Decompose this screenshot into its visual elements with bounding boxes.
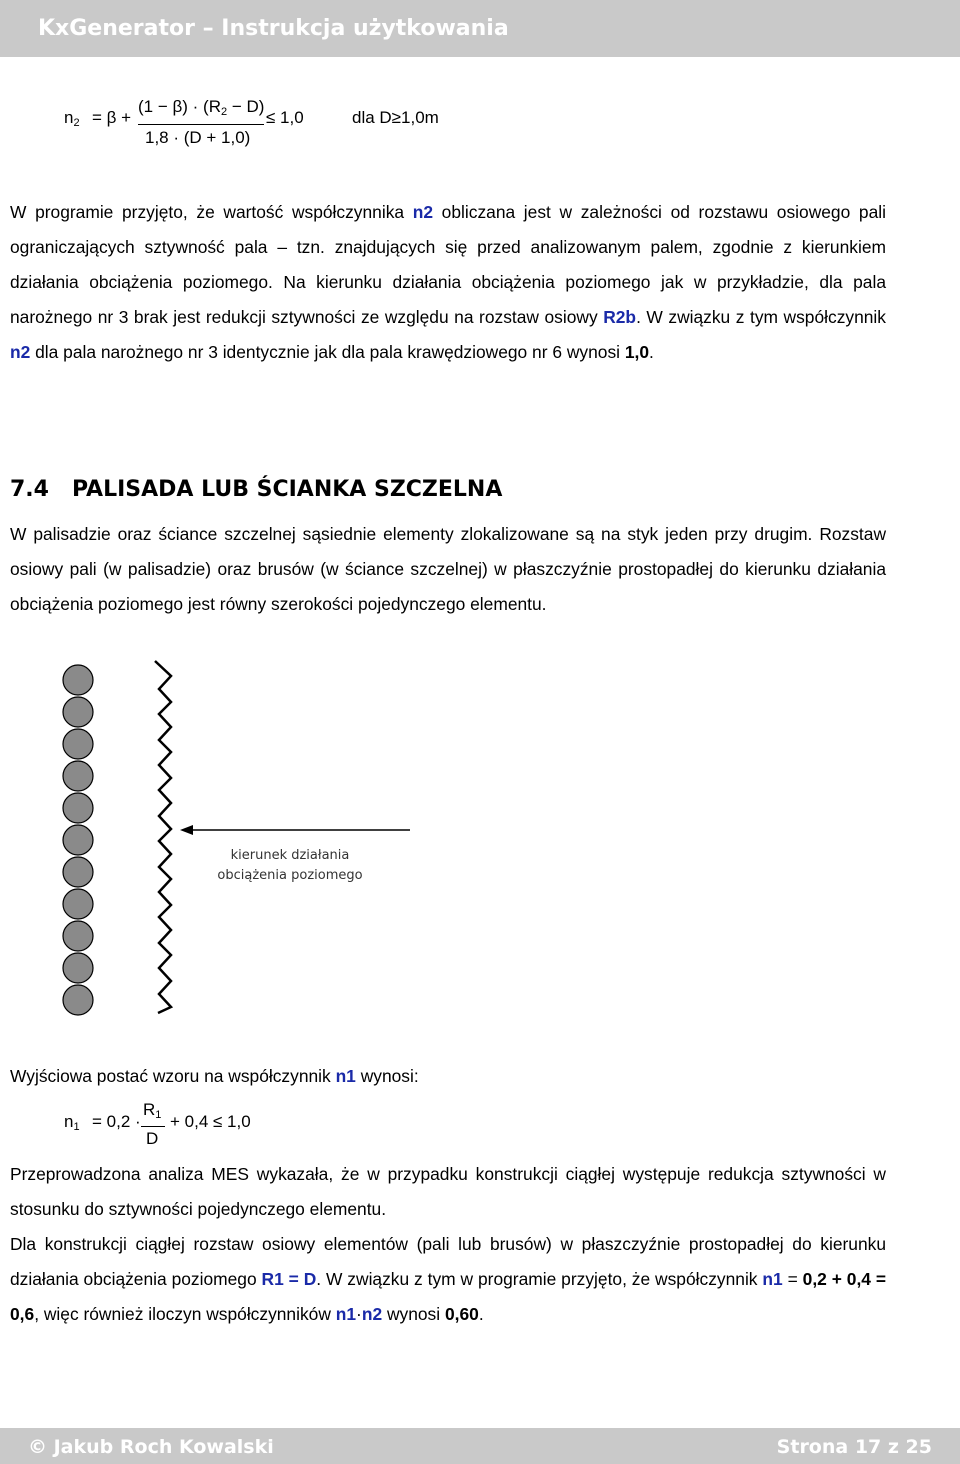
formula-n2-numerator: $(1 - \beta) \cdot (R_2 - D)$ — [138, 97, 265, 118]
sheet-pile-wall — [155, 661, 171, 1013]
document-title: KxGenerator – Instrukcja użytkowania — [38, 16, 509, 41]
formula-n1-denominator: D — [146, 1129, 159, 1148]
footer-page-number: Strona 17 z 25 — [776, 1436, 932, 1458]
paragraph-palisade: W palisadzie oraz ściance szczelnej sąsiednie elementy zlokalizowane są na styk jeden przy drugim. Rozstaw osiowy pali (w palisadzie) oraz brusów (w ściance szczelnej) w płaszczyźnie prostopadłej do kierunku działania obciążenia poziomego jest równy szerokości pojedynczego elementu. — [10, 524, 886, 614]
pile-circle — [63, 985, 93, 1015]
pile-circle — [63, 761, 93, 791]
paragraph-n1-intro: Wyjściowa postać wzoru na współczynnik n1 wynosi: — [10, 1066, 419, 1086]
paragraph-n2-description: W programie przyjęto, że wartość współczynnika n2 obliczana jest w zależności od rozstawu osiowego pali ograniczających sztywność pala – tzn. znajdujących się przed analizowanym palem, zgodnie z kierunkiem działania obciążenia poziomego. Na kierunku działania obciążenia poziomego jak w przykładzie, dla pala narożnego nr 3 brak jest redukcji sztywności ze względu na rozstaw osiowy R2b. W związku z tym współczynnik n2 dla pala narożnego nr 3 identycznie jak dla pala krawędziowego nr 6 wynosi 1,0. — [10, 202, 886, 362]
section-heading: 7.4 PALISADA LUB ŚCIANKA SZCZELNA — [10, 477, 503, 502]
paragraph-n1-conclusion: Dla konstrukcji ciągłej rozstaw osiowy elementów (pali lub brusów) w płaszczyźnie prostopadłej do kierunku działania obciążenia poziomego R1 = D. W związku z tym w programie przyjęto, że współczynnik n1 = 0,2 + 0,4 = 0,6, więc również iloczyn współczynników n1·n2 wynosi 0,60. — [10, 1234, 886, 1324]
pile-circle — [63, 953, 93, 983]
pile-circles — [63, 665, 93, 1015]
formula-n2-eq: = β + — [92, 108, 132, 127]
load-direction-label: kierunek działania obciążenia poziomego — [217, 848, 363, 883]
formula-n1-rhs: + 0,4 ≤ 1,0 — [170, 1112, 251, 1131]
pile-circle — [63, 889, 93, 919]
formula-n1-lhs: $n_1$ — [64, 1112, 80, 1133]
formula-n2-rhs: ≤ 1,0 — [266, 108, 304, 127]
page-footer — [0, 1428, 960, 1464]
arrowhead-icon — [180, 825, 193, 835]
paragraph-fem-analysis: Przeprowadzona analiza MES wykazała, że w przypadku konstrukcji ciągłej występuje redukcja sztywności w stosunku do sztywności pojedynczego elementu. — [10, 1164, 886, 1219]
formula-n2-lhs: $n_2$ — [64, 108, 80, 129]
pile-circle — [63, 697, 93, 727]
pile-circle — [63, 729, 93, 759]
pile-circle — [63, 857, 93, 887]
formula-n1-eq: = 0,2 · — [92, 1112, 141, 1131]
pile-circle — [63, 665, 93, 695]
footer-author: © Jakub Roch Kowalski — [28, 1436, 274, 1458]
formula-n1-fraction-line — [141, 1126, 165, 1127]
pile-circle — [63, 825, 93, 855]
formula-n2-denominator: 1,8 · (D + 1,0) — [145, 128, 251, 147]
pile-circle — [63, 793, 93, 823]
pile-circle — [63, 921, 93, 951]
formula-n1-numerator: $R_1$ — [143, 1100, 162, 1121]
formula-n2-condition: dla D≥1,0m — [352, 108, 439, 127]
